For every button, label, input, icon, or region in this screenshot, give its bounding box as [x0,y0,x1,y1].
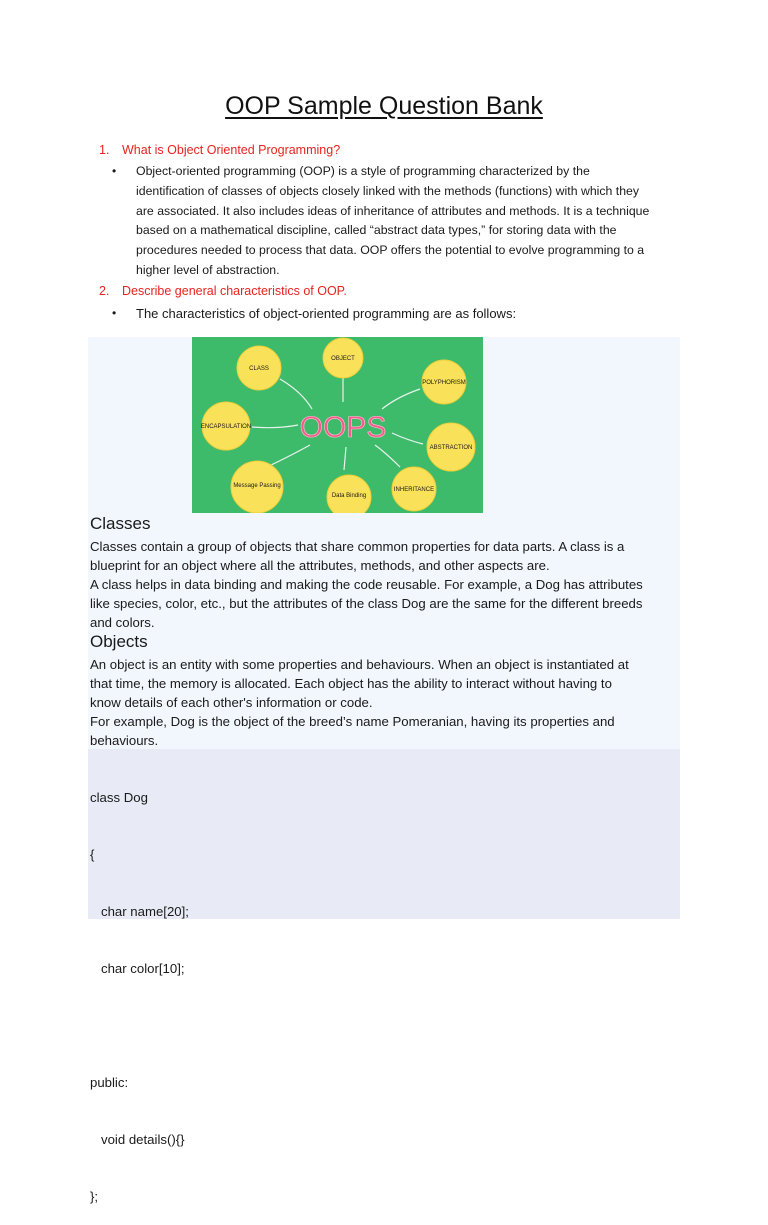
code-line: { [90,847,95,862]
objects-line: behaviours. [90,733,159,748]
answer-1-line: based on a mathematical discipline, called “abstract data types,” for storing data with the [136,223,617,238]
node-label-message-passing: Message Passing [233,483,281,489]
question-1 [99,143,340,157]
objects-paragraph [90,655,678,750]
objects-heading: Objects [90,632,148,651]
question-1-number: 1. [99,143,110,157]
answer-2-text: The characteristics of object-oriented programming are as follows: [136,306,517,321]
node-label-object: OBJECT [331,356,355,362]
node-label-encapsulation: ENCAPSULATION [200,424,252,430]
classes-line: Classes contain a group of objects that share common properties for data parts. A class is a [90,539,625,554]
classes-line: like species, color, etc., but the attributes of the class Dog are the same for the different breeds [90,596,643,611]
node-label-inheritance: INHERITANCE [393,487,435,493]
objects-line: An object is an entity with some properties and behaviours. When an object is instantiated at [90,657,629,672]
classes-paragraph [90,537,678,632]
code-line: void details(){} [90,1132,185,1147]
answer-1-line: higher level of abstraction. [136,262,280,277]
node-label-abstraction: ABSTRACTION [429,445,473,451]
node-label-data-binding: Data Binding [331,493,367,499]
bullet-icon: • [112,306,117,320]
classes-heading: Classes [90,514,151,533]
code-line: char name[20]; [90,904,189,919]
code-block [90,750,189,1225]
code-line: char color[10]; [90,961,185,976]
answer-1-line: Object-oriented programming (OOP) is a style of programming characterized by the [136,164,590,178]
bullet-icon: • [112,164,117,178]
code-line: public: [90,1075,129,1090]
oops-diagram [192,337,483,513]
objects-line: For example, Dog is the object of the breed’s name Pomeranian, having its properties and [90,714,615,729]
classes-line: and colors. [90,615,155,630]
question-2 [99,284,347,298]
node-label-polyphorism: POLYPHORISM [422,380,466,386]
answer-1-line: are associated. It also includes ideas of inheritance of attributes and methods. It is a technique [136,203,650,218]
objects-line: know details of each other's information or code. [90,695,373,710]
code-line [90,1016,189,1035]
code-line: }; [90,1189,99,1204]
answer-1-line: procedures needed to process that data. OOP offers the potential to evolve programming to a [136,243,645,258]
diagram-center-label: OOPS [299,411,387,444]
question-2-number: 2. [99,284,110,298]
question-1-text: What is Object Oriented Programming? [122,143,341,157]
classes-line: blueprint for an object where all the attributes, methods, and other aspects are. [90,558,550,573]
code-line: class Dog [90,790,148,805]
answer-2 [112,304,672,324]
answer-1-line: identification of classes of objects closely linked with the methods (functions) with which they [136,183,640,198]
answer-1 [112,162,672,281]
question-2-text: Describe general characteristics of OOP. [122,284,347,298]
objects-line: that time, the memory is allocated. Each object has the ability to interact without having to [90,676,612,691]
node-label-class: CLASS [249,366,269,372]
classes-line: A class helps in data binding and making the code reusable. For example, a Dog has attributes [90,577,643,592]
page-title: OOP Sample Question Bank [225,92,543,120]
